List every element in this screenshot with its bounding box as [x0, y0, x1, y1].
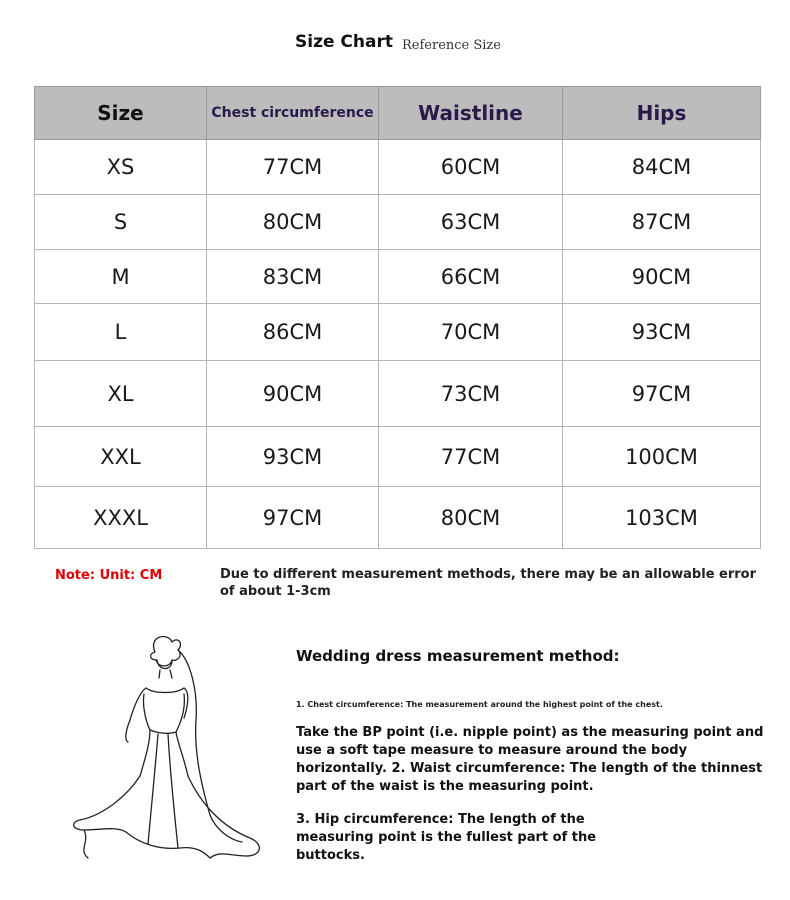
table-row	[35, 195, 761, 250]
waist-cell: 80CM	[379, 487, 563, 549]
unit-note: Note: Unit: CM	[55, 568, 163, 583]
hips-cell: 90CM	[563, 250, 761, 304]
hips-cell: 103CM	[563, 487, 761, 549]
size-cell: XL	[35, 361, 207, 427]
waist-cell: 66CM	[379, 250, 563, 304]
size-cell: XS	[35, 140, 207, 195]
hips-cell: 84CM	[563, 140, 761, 195]
column-header-waistline: Waistline	[379, 87, 563, 140]
waist-cell: 60CM	[379, 140, 563, 195]
chest-cell: 97CM	[207, 487, 379, 549]
chest-cell: 93CM	[207, 427, 379, 487]
method-title: Wedding dress measurement method:	[296, 647, 620, 665]
table-row	[35, 140, 761, 195]
chest-instruction: 1. Chest circumference: The measurement around the highest point of the chest.	[296, 700, 663, 709]
waist-cell: 70CM	[379, 304, 563, 361]
table-row	[35, 487, 761, 549]
hip-instruction: 3. Hip circumference: The length of the measuring point is the fullest part of the buttocks.	[296, 812, 597, 863]
table-row	[35, 361, 761, 427]
hips-cell: 93CM	[563, 304, 761, 361]
table-header-row	[35, 87, 761, 140]
page-title: Size Chart	[295, 32, 393, 52]
hips-cell: 87CM	[563, 195, 761, 250]
size-cell: M	[35, 250, 207, 304]
table-row	[35, 427, 761, 487]
size-cell: XXL	[35, 427, 207, 487]
chest-cell: 86CM	[207, 304, 379, 361]
size-chart-table	[34, 86, 761, 549]
waist-cell: 63CM	[379, 195, 563, 250]
column-header-chest: Chest circumference	[207, 87, 379, 140]
column-header-size: Size	[35, 87, 207, 140]
chest-cell: 90CM	[207, 361, 379, 427]
bp-waist-instruction: Take the BP point (i.e. nipple point) as the measuring point and use a soft tape measure to measure around the body horizontally. 2. Waist circumference: The length of the thinnest part of the waist is the measuring point.	[296, 725, 764, 794]
error-note: Due to different measurement methods, there may be an allowable error of about 1-3cm	[220, 567, 757, 599]
column-header-hips: Hips	[563, 87, 761, 140]
chest-cell: 83CM	[207, 250, 379, 304]
hips-cell: 97CM	[563, 361, 761, 427]
table-row	[35, 250, 761, 304]
size-cell: L	[35, 304, 207, 361]
wedding-dress-illustration	[60, 630, 270, 875]
size-cell: XXXL	[35, 487, 207, 549]
chest-cell: 77CM	[207, 140, 379, 195]
size-cell: S	[35, 195, 207, 250]
waist-cell: 77CM	[379, 427, 563, 487]
page-subtitle: Reference Size	[402, 38, 501, 53]
hips-cell: 100CM	[563, 427, 761, 487]
chest-cell: 80CM	[207, 195, 379, 250]
title-row	[0, 30, 790, 60]
waist-cell: 73CM	[379, 361, 563, 427]
table-row	[35, 304, 761, 361]
